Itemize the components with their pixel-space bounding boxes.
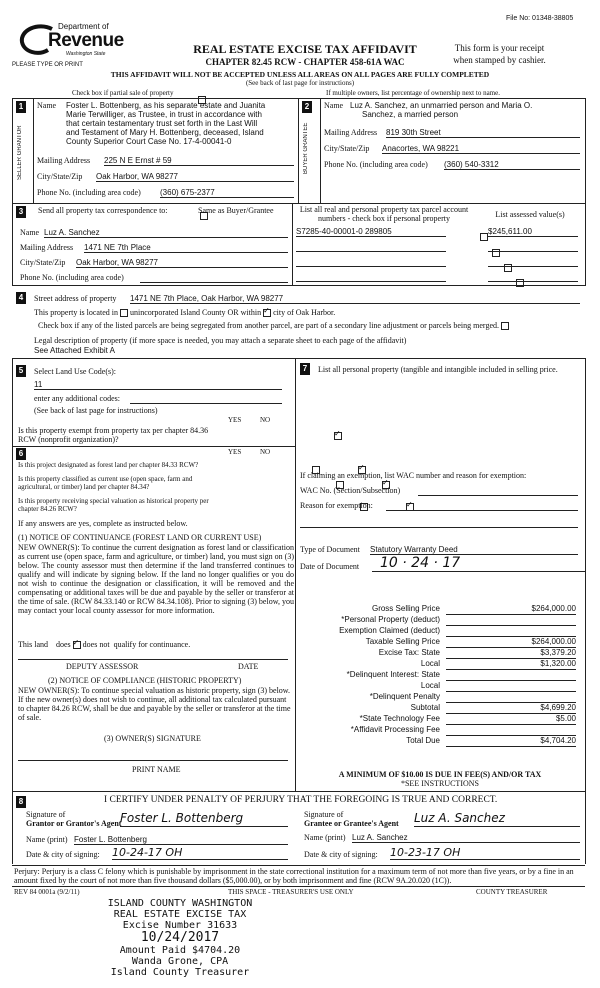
tax-row-label: *State Technology Fee <box>359 714 440 723</box>
assessed-header: List assessed value(s) <box>495 210 565 219</box>
tax-row <box>300 703 580 714</box>
legal-description-value: See Attached Exhibit A <box>34 346 115 355</box>
tax-row-label: *Delinquent Penalty <box>369 692 440 701</box>
tax-row <box>300 637 580 648</box>
buyer-name: Luz A. Sanchez, an unmarried person and Maria O. Sanchez, a married person <box>350 101 533 119</box>
tax-row-value[interactable]: $264,000.00 <box>446 637 576 648</box>
tax-row <box>300 714 580 725</box>
please-type: PLEASE TYPE OR PRINT <box>12 62 83 68</box>
tax-row-value[interactable]: $4,704.20 <box>446 736 576 747</box>
grantor-name-label: Name (print) <box>26 835 68 844</box>
owner-signature-label: (3) OWNER(S) SIGNATURE <box>104 734 201 743</box>
land-use-code-field[interactable]: 11 <box>34 380 282 390</box>
buyer-phone-field[interactable]: (360) 540-3312 <box>444 160 580 170</box>
s1-phone-label: Phone No. (including area code) <box>37 188 141 197</box>
tax-row-value[interactable]: $264,000.00 <box>446 604 576 615</box>
property-street-field[interactable]: 1471 NE 7th Place, Oak Harbor, WA 98277 <box>130 294 580 304</box>
s3-phone-label: Phone No. (including area code) <box>20 273 124 282</box>
city-checkbox[interactable] <box>263 309 271 317</box>
correspondence-phone-field[interactable] <box>140 273 288 283</box>
s2-city-label: City/State/Zip <box>324 144 370 153</box>
segregated-line: Check box if any of the listed parcels are being segregated from another parcel, are part of a secondary line adjustment or parcels being merged. <box>38 321 583 330</box>
tax-row-value[interactable]: $5.00 <box>446 714 576 725</box>
s5-no: NO <box>260 416 271 424</box>
tax-row-value[interactable] <box>446 692 576 703</box>
tax-row-value[interactable]: $3,379.20 <box>446 648 576 659</box>
notice-continuance-title: (1) NOTICE OF CONTINUANCE (FOREST LAND OR CURRENT USE) <box>18 533 262 542</box>
notice-continuance-body: NEW OWNER(S): To continue the current designation as forest land or classification as current use (open space, farm and agriculture, or timber) land, you must sign on (3) below. The county assessor must then determine if the land transferred continues to qualify and will indicate by signing below. If the land no longer qualifies or you do not wish to continue the designation or classification, it will be removed and the compensating or additional taxes will be due and payable by the seller or transferor at the time of sale. (RCW 84.33.140 or RCW 84.34.108). Prior to signing (3) below, you may contact your local county assessor for more information. <box>18 543 294 615</box>
s3-header: Send all property tax correspondence to: <box>38 206 168 215</box>
section-5-number: 5 <box>16 365 26 377</box>
section-6-number: 6 <box>16 448 26 460</box>
exempt-no-checkbox[interactable] <box>334 432 342 440</box>
s1-city-label: City/State/Zip <box>37 172 83 181</box>
partial-sale-label: Check box if partial sale of property <box>72 89 174 97</box>
logo-state: Washington State <box>66 51 106 57</box>
grantee-name-label: Name (print) <box>304 833 346 842</box>
tax-row <box>300 725 580 736</box>
doc-date-label: Date of Document <box>300 562 360 571</box>
personal-property-label: List all personal property (tangible and intangible included in selling price. <box>318 365 558 374</box>
tax-row-value[interactable] <box>446 681 576 692</box>
does-not-qualify-checkbox[interactable] <box>73 641 81 649</box>
s3-city-label: City/State/Zip <box>20 258 66 267</box>
tax-row-value[interactable]: $1,320.00 <box>446 659 576 670</box>
buyer-city-field[interactable]: Anacortes, WA 98221 <box>382 144 580 154</box>
tax-row <box>300 604 580 615</box>
dor-logo <box>18 22 124 64</box>
file-number: File No: 01348-38805 <box>506 15 574 22</box>
exempt-question: Is this property exempt from property tax per chapter 84.36 RCW (nonprofit organization)? <box>18 426 209 444</box>
deputy-date-label: DATE <box>238 662 259 671</box>
parcel-number-field[interactable]: S7285-40-00001-0 289805 <box>296 227 446 237</box>
this-land-line: This land does ✓ does not qualify for continuance. <box>18 640 190 649</box>
section-2-number: 2 <box>302 101 312 113</box>
tax-row <box>300 681 580 692</box>
s2-mailing-label: Mailing Address <box>324 128 378 137</box>
treasurer-stamp: ISLAND COUNTY WASHINGTON REAL ESTATE EXCISE TAX Excise Number 31633 10/24/2017 Amount Paid $4704.20 Wanda Grone, CPA Island County Treasurer <box>107 898 253 978</box>
segregated-checkbox[interactable] <box>501 322 509 330</box>
seller-phone-field[interactable]: (360) 675-2377 <box>160 188 294 198</box>
tax-row-value[interactable] <box>446 615 576 626</box>
s2-phone-label: Phone No. (including area code) <box>324 160 428 169</box>
tax-row <box>300 615 580 626</box>
see-back: (See back of last page for instructions) <box>245 79 355 87</box>
receipt-note-2: when stamped by cashier. <box>453 55 546 65</box>
buyer-grantee-label: BUYER GRANTEE <box>303 122 309 174</box>
s6-yes: YES <box>228 448 242 456</box>
land-use-label: Select Land Use Code(s): <box>34 367 116 376</box>
grantor-sig-label: Signature of Grantor or Grantor's Agent <box>26 810 122 828</box>
tax-row <box>300 670 580 681</box>
grantee-sig-label: Signature of Grantee or Grantee's Agent <box>304 810 399 828</box>
section-4-number: 4 <box>16 292 26 304</box>
deputy-assessor-label: DEPUTY ASSESSOR <box>66 662 139 671</box>
tax-row-label: *Affidavit Processing Fee <box>350 725 440 734</box>
reason-label: Reason for exemption: <box>300 501 373 510</box>
grantee-signature[interactable]: Luz A. Sanchez <box>414 810 580 827</box>
print-name-label: PRINT NAME <box>132 765 181 774</box>
same-as-buyer-label: Same as Buyer/Grantee <box>198 206 274 215</box>
claim-exemption-label: If claiming an exemption, list WAC number and reason for exemption: <box>300 471 527 480</box>
notice-compliance-body: NEW OWNER(S): To continue special valuation as historic property, sign (3) below. If the new owner(s) does not wish to continue, all additional tax calculated pursuant to chapter 84.26 RCW, shall be due and payable by the seller or transferor at the time of sale. <box>18 686 291 722</box>
seller-city-field[interactable]: Oak Harbor, WA 98277 <box>96 172 294 182</box>
tax-row-label: Exemption Claimed (deduct) <box>339 626 440 635</box>
tax-row-label: Local <box>420 659 440 668</box>
tax-row <box>300 736 580 747</box>
doc-type-field[interactable]: Statutory Warranty Deed <box>370 545 578 555</box>
tax-row-label: Local <box>420 681 440 690</box>
grantor-signature[interactable]: Foster L. Bottenberg <box>120 810 288 827</box>
s1-name-label: Name <box>37 101 57 110</box>
if-any-yes: If any answers are yes, complete as instructed below. <box>18 519 188 528</box>
grantee-date-label: Date & city of signing: <box>304 850 378 859</box>
tax-row-label: Gross Selling Price <box>371 604 440 613</box>
s1-mailing-label: Mailing Address <box>37 156 91 165</box>
additional-codes-label: enter any additional codes: <box>34 394 120 403</box>
grantee-name-field[interactable]: Luz A. Sanchez <box>352 833 580 843</box>
tax-row-value[interactable]: $4,699.20 <box>446 703 576 714</box>
grantor-name-field[interactable]: Foster L. Bottenberg <box>74 835 288 845</box>
form-chapters: CHAPTER 82.45 RCW - CHAPTER 458-61A WAC <box>205 57 405 67</box>
s5-yes: YES <box>228 416 242 424</box>
logo-dept: Department of <box>58 22 109 31</box>
notice-compliance-title: (2) NOTICE OF COMPLIANCE (HISTORIC PROPERTY) <box>48 676 242 685</box>
multiple-owners-note: If multiple owners, list percentage of ownership next to name. <box>326 89 500 97</box>
tax-row <box>300 692 580 703</box>
receipt-note-1: This form is your receipt <box>454 43 545 53</box>
certify-statement: I CERTIFY UNDER PENALTY OF PERJURY THAT THE FOREGOING IS TRUE AND CORRECT. <box>104 795 498 805</box>
parcel-header: List all real and personal property tax parcel account numbers - check box if personal property <box>299 205 469 223</box>
tax-row-label: Excise Tax: State <box>378 648 440 657</box>
warning: THIS AFFIDAVIT WILL NOT BE ACCEPTED UNLESS ALL AREAS ON ALL PAGES ARE FULLY COMPLETED <box>110 70 490 79</box>
buyer-mailing-field[interactable]: 819 30th Street <box>386 128 580 138</box>
tax-row-value[interactable] <box>446 670 576 681</box>
tax-row <box>300 659 580 670</box>
tax-row-value[interactable] <box>446 725 576 736</box>
current-use-question: Is this property classified as current use (open space, farm and agricultural, or timber) land per chapter 84.34? <box>18 475 193 491</box>
logo-name: Revenue <box>48 30 124 51</box>
tax-row-label: Total Due <box>406 736 440 745</box>
tax-row-label: Taxable Selling Price <box>365 637 440 646</box>
grantee-date-field[interactable]: 10-23-17 OH <box>390 846 580 860</box>
seller-grantor-label: SELLER GRANTOR <box>17 125 23 181</box>
tax-row-label: *Delinquent Interest: State <box>346 670 440 679</box>
minimum-due: A MINIMUM OF $10.00 IS DUE IN FEE(S) AND/OR TAX <box>338 770 542 779</box>
section-8-number: 8 <box>16 796 26 808</box>
forest-land-question: Is this project designated as forest land per chapter 84.33 RCW? <box>18 461 199 469</box>
tax-row-label: *Personal Property (deduct) <box>341 615 440 624</box>
located-line: This property is located in unincorporated Island County OR within ✓ city of Oak Harbor. <box>34 308 335 317</box>
perjury-statement: Perjury: Perjury is a class C felony which is punishable by imprisonment in the state correctional institution for a maximum term of not more than five years, or by a fine in an amount fixed by the court of not more than five thousand dollars ($5,000.00), or by both imprisonment and fine (RCW 9A.20.020 (1C)). <box>14 867 574 885</box>
s3-name-label: Name <box>20 228 40 237</box>
grantor-date-field[interactable]: 10-24-17 OH <box>112 846 288 860</box>
assessed-value-field[interactable]: $245,611.00 <box>488 227 578 237</box>
parcel-personal-checkbox-1[interactable] <box>480 233 488 241</box>
grantor-date-label: Date & city of signing: <box>26 850 100 859</box>
s3-mailing-label: Mailing Address <box>20 243 74 252</box>
tax-table <box>300 604 580 747</box>
county-treasurer: COUNTY TREASURER <box>476 888 548 896</box>
tax-row <box>300 648 580 659</box>
s2-name-label: Name <box>324 101 344 110</box>
treasurer-only: THIS SPACE - TREASURER'S USE ONLY <box>228 888 354 896</box>
form-title: REAL ESTATE EXCISE TAX AFFIDAVIT <box>193 42 417 56</box>
correspondence-city-field[interactable]: Oak Harbor, WA 98277 <box>76 258 288 268</box>
doc-type-label: Type of Document <box>300 545 360 554</box>
unincorporated-checkbox[interactable] <box>120 309 128 317</box>
rev-number: REV 84 0001a (9/2/11) <box>14 888 80 896</box>
see-instructions: *SEE INSTRUCTIONS <box>400 779 479 788</box>
tax-row <box>300 626 580 637</box>
tax-row-value[interactable] <box>446 626 576 637</box>
legal-description-label: Legal description of property (if more space is needed, you may attach a separate sheet to each page of the affidavit) <box>34 336 407 345</box>
correspondence-name-field[interactable]: Luz A. Sanchez <box>44 228 288 238</box>
doc-date-field[interactable]: 10 · 24 · 17 <box>372 556 586 572</box>
tax-row-label: Subtotal <box>410 703 440 712</box>
section-1-number: 1 <box>16 101 26 113</box>
seller-name: Foster L. Bottenberg, as his separate estate and Juanita Marie Terwilliger, as Trustee, in trust in accordance with that certain testamentary trust set forth in the Last Will and Testament of Mary H. Bottenberg, deceased, Island County Superior Court Case No. 17-4-00041-0 <box>66 101 266 146</box>
s6-no: NO <box>260 448 271 456</box>
street-label: Street address of property <box>34 294 117 303</box>
s5-see-back: (See back of last page for instructions) <box>34 406 158 415</box>
section-7-number: 7 <box>300 363 310 375</box>
historic-question: Is this property receiving special valuation as historical property per chapter 84.26 RCW? <box>18 497 209 513</box>
wac-label: WAC No. (Section/Subsection) <box>300 486 401 495</box>
section-3-number: 3 <box>16 206 26 218</box>
seller-mailing-field[interactable]: 225 N E Ernst # 59 <box>104 156 294 166</box>
correspondence-mailing-field[interactable]: 1471 NE 7th Place <box>84 243 288 253</box>
